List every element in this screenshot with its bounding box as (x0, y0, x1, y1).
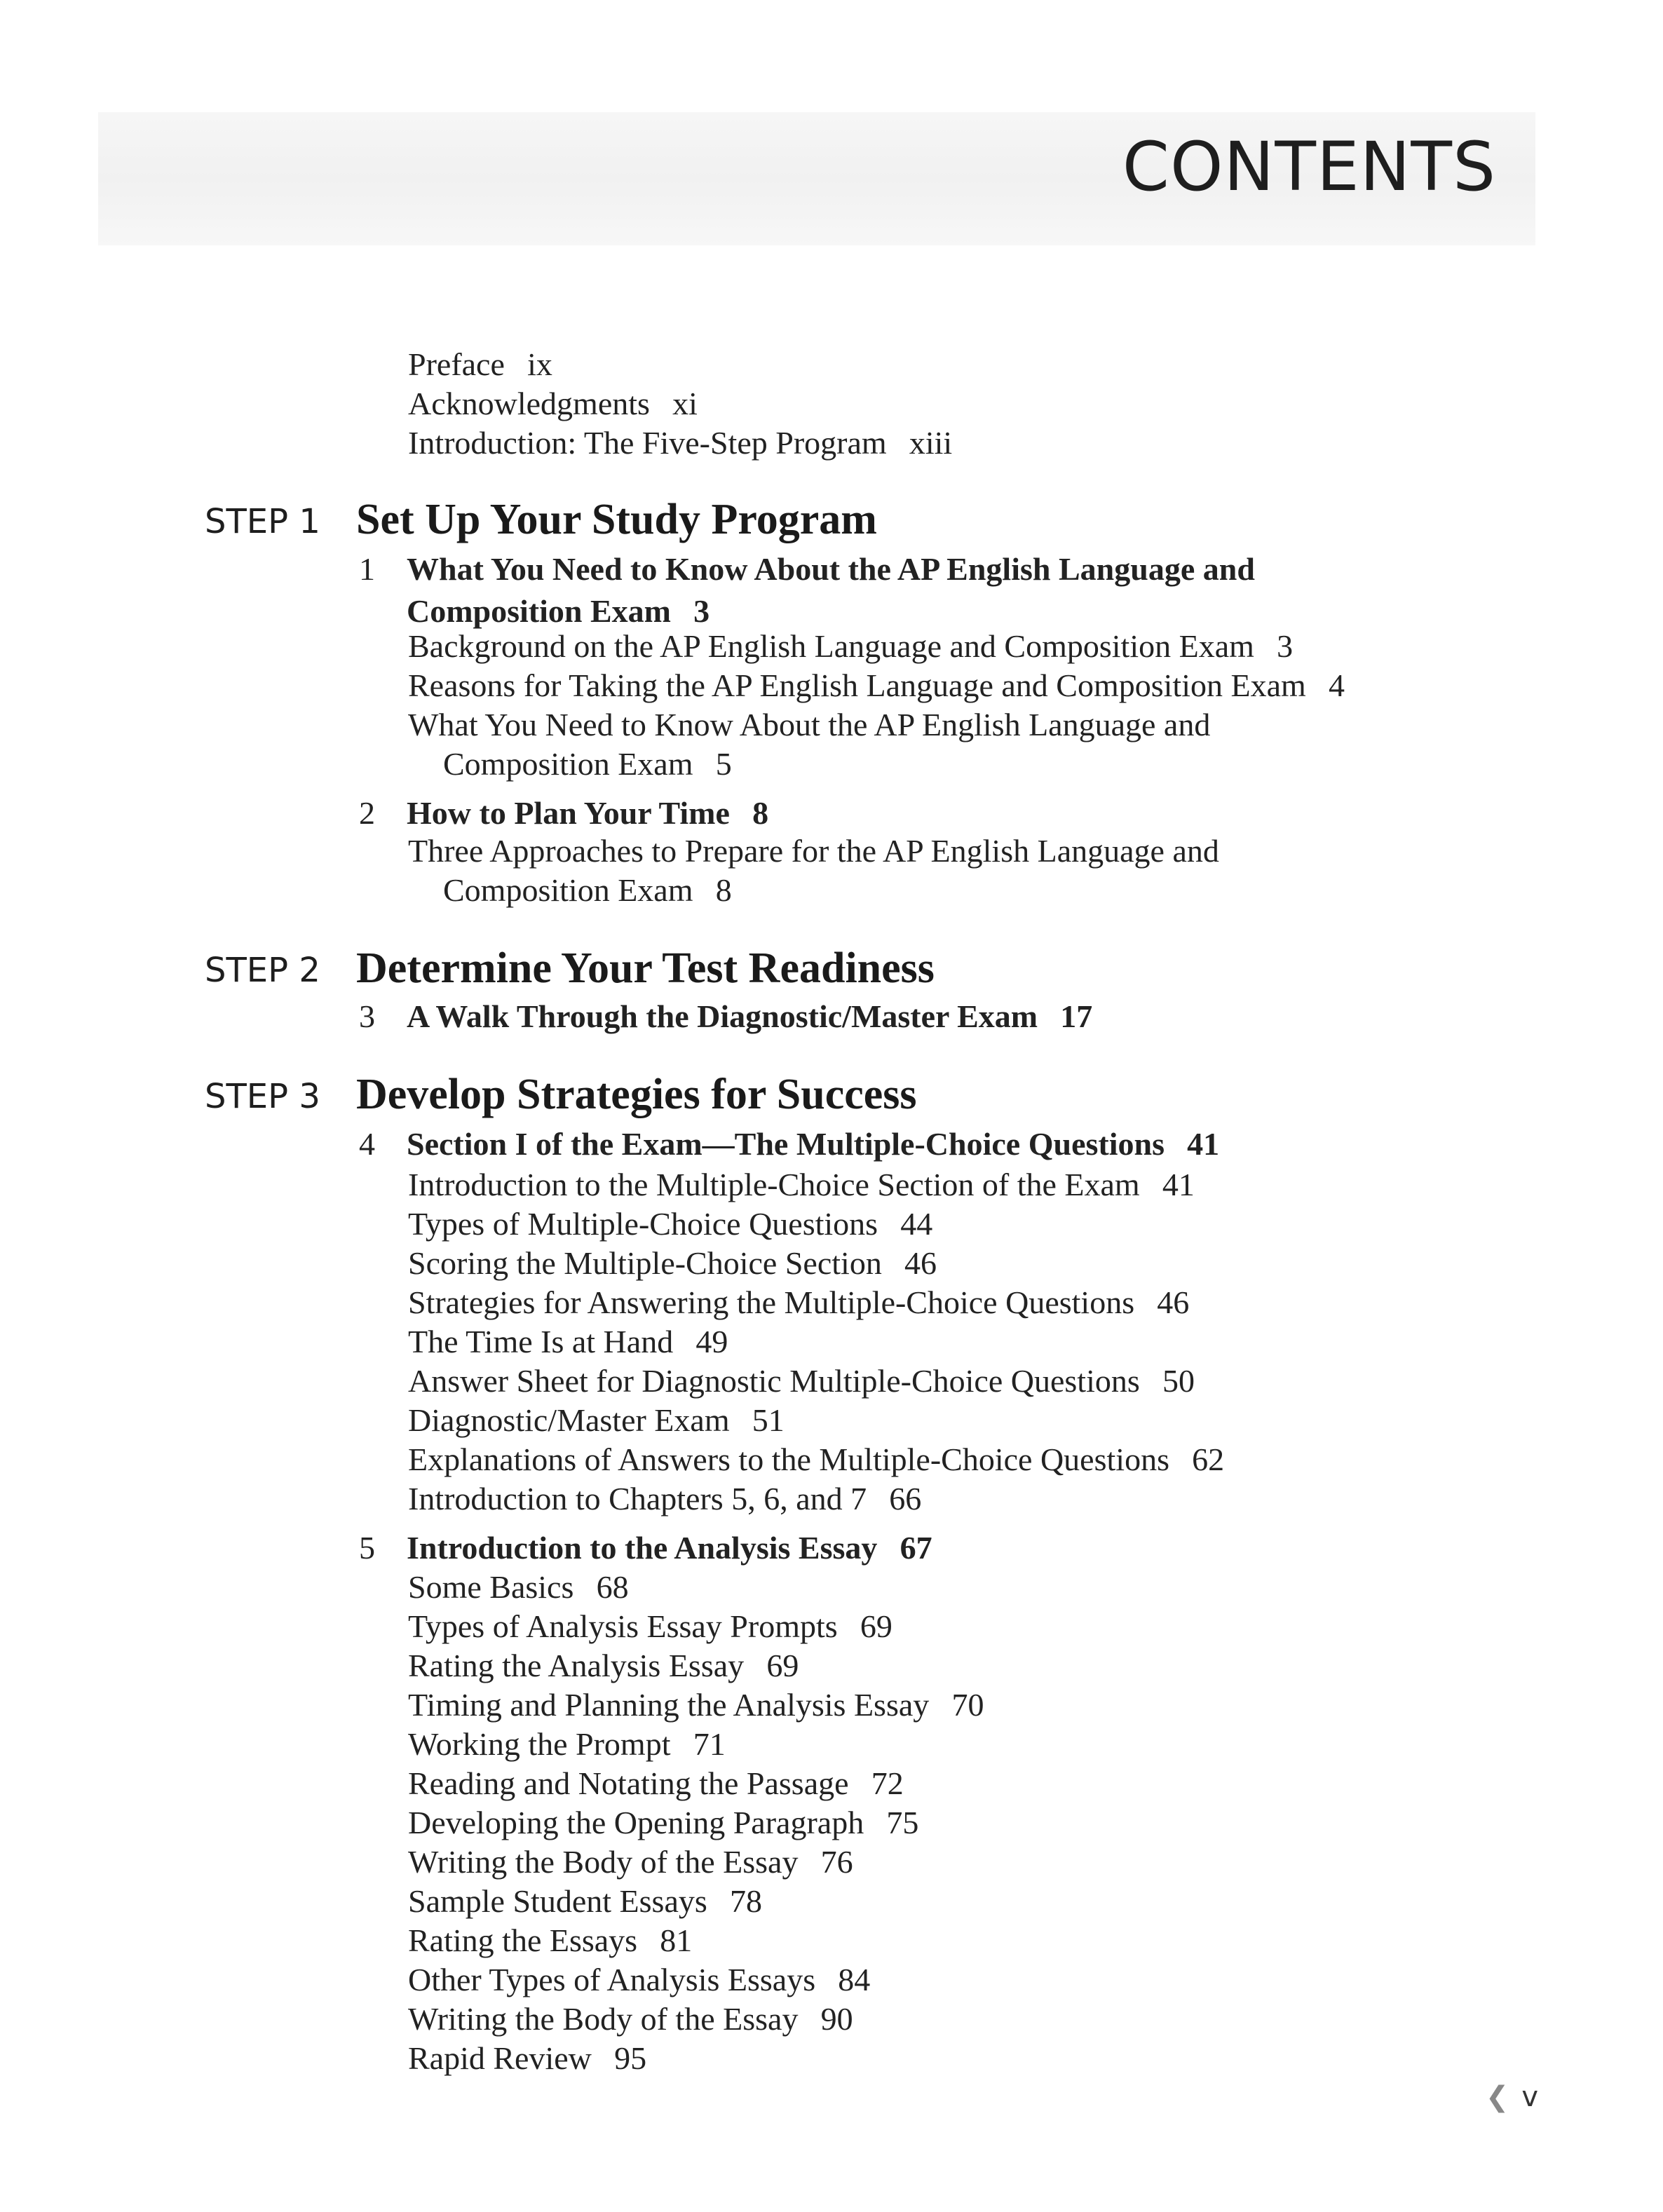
toc-section-page: 68 (596, 1569, 629, 1605)
toc-section[interactable] (408, 1607, 892, 1646)
toc-entry-label: Acknowledgments (408, 386, 650, 421)
page-title: CONTENTS (1122, 128, 1496, 206)
toc-section[interactable] (408, 2000, 853, 2039)
toc-entry-label: Introduction: The Five-Step Program (408, 425, 887, 461)
toc-section[interactable] (408, 1401, 785, 1440)
chapter-title-line: Introduction to the Analysis Essay (407, 1530, 878, 1566)
toc-section-label: Sample Student Essays (408, 1883, 707, 1919)
toc-section-label: Strategies for Answering the Multiple-Choice Questions (408, 1284, 1135, 1320)
chapter-number: 2 (359, 795, 375, 831)
toc-section[interactable] (408, 1921, 692, 1960)
toc-section[interactable] (408, 705, 1210, 784)
toc-section-page: 95 (614, 2040, 647, 2076)
toc-section-label: Reasons for Taking the AP English Language and Composition Exam (408, 667, 1306, 703)
chapter-page: 8 (752, 795, 769, 831)
chevron-left-icon: ❮ (1485, 2081, 1509, 2113)
toc-section[interactable] (408, 832, 1219, 910)
toc-section[interactable] (408, 1244, 937, 1283)
toc-section[interactable] (408, 1960, 870, 2000)
toc-section-page: 66 (889, 1481, 922, 1516)
toc-section[interactable] (408, 1725, 726, 1764)
toc-section-label: Timing and Planning the Analysis Essay (408, 1687, 930, 1723)
toc-section-page: 3 (1277, 628, 1294, 664)
chapter-title-line: What You Need to Know About the AP English Language and (407, 551, 1255, 587)
step-title[interactable]: Set Up Your Study Program (356, 496, 877, 543)
chapter-title-line: Composition Exam (407, 593, 671, 629)
toc-section-label: Answer Sheet for Diagnostic Multiple-Choice Questions (408, 1363, 1140, 1399)
toc-section-label: Diagnostic/Master Exam (408, 1402, 730, 1438)
toc-section[interactable] (408, 2039, 646, 2078)
toc-section-page: 51 (752, 1402, 785, 1438)
toc-section-page: 75 (886, 1805, 919, 1840)
chapter-page: 67 (900, 1530, 932, 1566)
chapter-title-line: How to Plan Your Time (407, 795, 730, 831)
toc-section-label: Types of Multiple-Choice Questions (408, 1206, 878, 1242)
toc-section[interactable] (408, 1803, 918, 1843)
toc-section-page: 90 (820, 2001, 853, 2037)
toc-section-label: Introduction to Chapters 5, 6, and 7 (408, 1481, 867, 1516)
toc-section[interactable] (408, 1843, 853, 1882)
step-label: STEP 2 (205, 951, 320, 990)
toc-section-page: 70 (951, 1687, 984, 1723)
toc-section-page: 41 (1162, 1167, 1195, 1202)
toc-section-page: 76 (820, 1844, 853, 1880)
toc-section-page: 4 (1328, 667, 1345, 703)
toc-section[interactable] (408, 1568, 629, 1607)
step-label: STEP 1 (205, 502, 320, 541)
toc-section-label: Scoring the Multiple-Choice Section (408, 1245, 882, 1281)
toc-section-label: Working the Prompt (408, 1726, 671, 1762)
chapter-title[interactable] (407, 1123, 1219, 1165)
toc-section-label: Background on the AP English Language and Composition Exam (408, 628, 1254, 664)
toc-section-page: 72 (871, 1765, 904, 1801)
toc-section-page: 44 (900, 1206, 933, 1242)
toc-section[interactable] (408, 1685, 984, 1725)
step-label: STEP 3 (205, 1077, 320, 1116)
toc-section-page: 46 (1157, 1284, 1190, 1320)
toc-section[interactable] (408, 1322, 728, 1362)
toc-section-label: Composition Exam (443, 872, 693, 908)
toc-entry-page: xiii (909, 425, 953, 461)
toc-section-page: 69 (860, 1608, 892, 1644)
chapter-number: 1 (359, 551, 375, 587)
toc-section-label: What You Need to Know About the AP English Language and (408, 707, 1211, 742)
toc-section[interactable] (408, 1646, 799, 1685)
toc-section-page: 78 (729, 1883, 762, 1919)
chapter-page: 41 (1187, 1126, 1220, 1162)
toc-section-label: Rating the Essays (408, 1922, 638, 1958)
chapter-title[interactable] (407, 548, 1255, 632)
toc-section-page: 84 (838, 1962, 871, 1997)
toc-section-label: Rapid Review (408, 2040, 592, 2076)
chapter-number: 3 (359, 998, 375, 1034)
toc-section[interactable] (408, 627, 1293, 666)
toc-section-label: Other Types of Analysis Essays (408, 1962, 816, 1997)
chapter-number: 4 (359, 1126, 375, 1162)
chapter-page: 17 (1060, 998, 1093, 1034)
toc-section-page: 49 (695, 1324, 728, 1359)
toc-section-page: 46 (904, 1245, 937, 1281)
toc-section-label: Developing the Opening Paragraph (408, 1805, 864, 1840)
toc-section-page: 50 (1162, 1363, 1195, 1399)
toc-section-label: Some Basics (408, 1569, 574, 1605)
toc-section-label: Three Approaches to Prepare for the AP English Language and (408, 833, 1219, 869)
chapter-title[interactable] (407, 1527, 932, 1569)
toc-section[interactable] (408, 1764, 904, 1803)
toc-section-label: Writing the Body of the Essay (408, 2001, 799, 2037)
toc-section[interactable] (408, 1165, 1195, 1205)
toc-entry[interactable] (408, 384, 952, 423)
toc-section-page: 62 (1192, 1441, 1225, 1477)
chapter-title-line: A Walk Through the Diagnostic/Master Exam (407, 998, 1038, 1034)
page-folio (1486, 2081, 1538, 2113)
chapter-title-line: Section I of the Exam—The Multiple-Choice Questions (407, 1126, 1165, 1162)
toc-section[interactable] (408, 1283, 1189, 1322)
toc-entry[interactable] (408, 423, 952, 463)
toc-entry[interactable] (408, 345, 952, 384)
toc-section-label: Explanations of Answers to the Multiple-Choice Questions (408, 1441, 1169, 1477)
toc-section-page: 81 (660, 1922, 693, 1958)
toc-entry-page: ix (527, 346, 552, 382)
chapter-page: 3 (693, 593, 710, 629)
toc-section[interactable] (408, 1479, 921, 1519)
step-title[interactable]: Determine Your Test Readiness (356, 944, 935, 992)
chapter-number: 5 (359, 1530, 375, 1566)
toc-section-label: The Time Is at Hand (408, 1324, 674, 1359)
toc-entry-label: Preface (408, 346, 505, 382)
toc-section[interactable] (408, 1882, 762, 1921)
front-matter-list (408, 345, 952, 463)
toc-section-label: Types of Analysis Essay Prompts (408, 1608, 838, 1644)
step-title[interactable]: Develop Strategies for Success (356, 1071, 917, 1118)
toc-section[interactable] (408, 1205, 932, 1244)
chapter-title[interactable] (407, 792, 768, 834)
page-number: v (1521, 2081, 1538, 2113)
toc-section-label: Composition Exam (443, 746, 693, 782)
toc-section-page: 5 (715, 746, 732, 782)
toc-section-label: Introduction to the Multiple-Choice Section of the Exam (408, 1167, 1140, 1202)
toc-section-page: 71 (693, 1726, 726, 1762)
toc-section[interactable] (408, 1440, 1224, 1479)
toc-section-label: Rating the Analysis Essay (408, 1648, 745, 1683)
chapter-title[interactable] (407, 996, 1092, 1038)
toc-section-page: 69 (766, 1648, 799, 1683)
toc-entry-page: xi (672, 386, 698, 421)
toc-section-label: Reading and Notating the Passage (408, 1765, 849, 1801)
toc-section-label: Writing the Body of the Essay (408, 1844, 799, 1880)
toc-section[interactable] (408, 1362, 1195, 1401)
toc-section-page: 8 (715, 872, 732, 908)
toc-section[interactable] (408, 666, 1345, 705)
